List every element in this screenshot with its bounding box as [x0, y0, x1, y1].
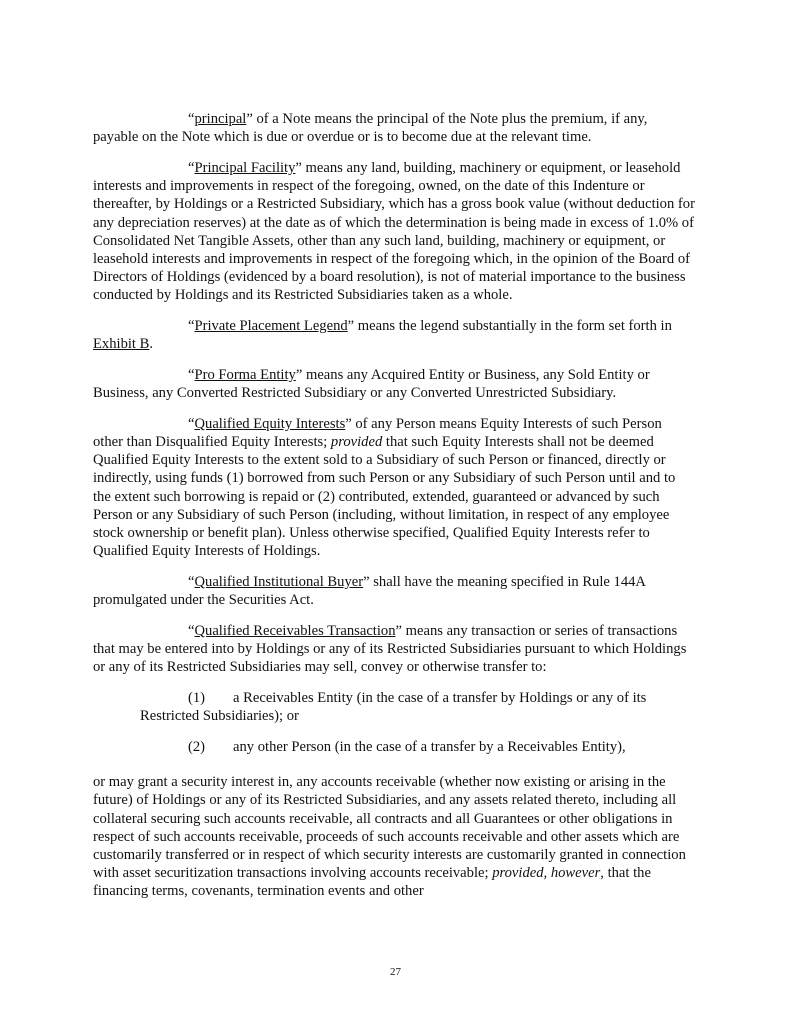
- emphasis: provided: [330, 434, 383, 451]
- list-number: (1): [188, 689, 206, 706]
- emphasis: provided, however: [492, 865, 601, 882]
- definition-principal-facility: “Principal Facility” means any land, building, machinery or equipment, or leasehold interests and improvements in respect of the foregoing, owned, on the date of this Indenture or thereafter, by Holdings or a Restricted Subsidiary, which has a gross book value (without deduction for any depreciation reserves) at the date as of which the determination is being made in excess of 1.0% of Consolidated Net Tangible Assets, other than any such land, building, machinery or equipment, or leasehold interests and improvements in respect of the foregoing which, in the opinion of the Board of Directors of Holdings (evidenced by a board resolution), is not of material importance to the business conducted by Holdings and its Restricted Subsidiaries taken as a whole.: [93, 159, 695, 304]
- list-item-1: (1) a Receivables Entity (in the case of a transfer by Holdings or any of its Restricted Subsidiaries); or: [140, 689, 647, 725]
- defined-term: Private Placement Legend: [194, 318, 348, 335]
- defined-term: Qualified Institutional Buyer: [194, 573, 364, 590]
- defined-term: Qualified Receivables Transaction: [194, 622, 396, 639]
- definition-qualified-equity-interests: “Qualified Equity Interests” of any Person means Equity Interests of such Person other than Disqualified Equity Interests; provided that such Equity Interests shall not be deemed Qualified Equity Interests to the extent sold to a Subsidiary of such Person or financed, directly or indirectly, using funds (1) borrowed from such Person or any Subsidiary of such Person until and to the extent such borrowing is repaid or (2) contributed, extended, guaranteed or advanced by such Person or any Subsidiary of such Person (including, without limitation, in respect of any employee stock ownership or benefit plan). Unless otherwise specified, Qualified Equity Interests refer to Qualified Equity Interests of Holdings.: [93, 415, 676, 560]
- defined-term: Qualified Equity Interests: [194, 415, 346, 432]
- document-body: [93, 110, 695, 913]
- list-item-2: (2) any other Person (in the case of a transfer by a Receivables Entity),: [188, 738, 626, 755]
- exhibit-reference: Exhibit B: [93, 336, 150, 353]
- page-number: 27: [390, 966, 401, 978]
- definition-principal: “principal” of a Note means the principal of the Note plus the premium, if any, payable on the Note which is due or overdue or is to become due at the relevant time.: [93, 111, 648, 146]
- definition-qualified-institutional-buyer: “Qualified Institutional Buyer” shall have the meaning specified in Rule 144A promulgated under the Securities Act.: [93, 573, 646, 609]
- continuation-paragraph: or may grant a security interest in, any accounts receivable (whether now existing or arising in the future) of Holdings or any of its Restricted Subsidiaries, and any assets related thereto, including all collateral securing such accounts receivable, all contracts and all Guarantees or other obligations in respect of such accounts receivable, proceeds of such accounts receivable and other assets which are customarily transferred or in respect of which security interests are customarily granted in connection with asset securitization transactions involving accounts receivable; provided, however, that the financing terms, covenants, termination events and other: [93, 774, 686, 900]
- defined-term: Pro Forma Entity: [194, 366, 296, 383]
- definition-qualified-receivables-transaction: “Qualified Receivables Transaction” means any transaction or series of transactions that may be entered into by Holdings or any of its Restricted Subsidiaries pursuant to which Holdings or any of its Restricted Subsidiaries may sell, convey or otherwise transfer to:: [93, 622, 687, 676]
- defined-term: principal: [194, 111, 247, 127]
- definition-pro-forma-entity: “Pro Forma Entity” means any Acquired Entity or Business, any Sold Entity or Business, any Converted Restricted Subsidiary or any Converted Unrestricted Subsidiary.: [93, 366, 650, 402]
- list-number: (2): [188, 738, 206, 755]
- definition-private-placement-legend: “Private Placement Legend” means the legend substantially in the form set forth in Exhibit B.: [93, 318, 672, 353]
- defined-term: Principal Facility: [194, 159, 296, 176]
